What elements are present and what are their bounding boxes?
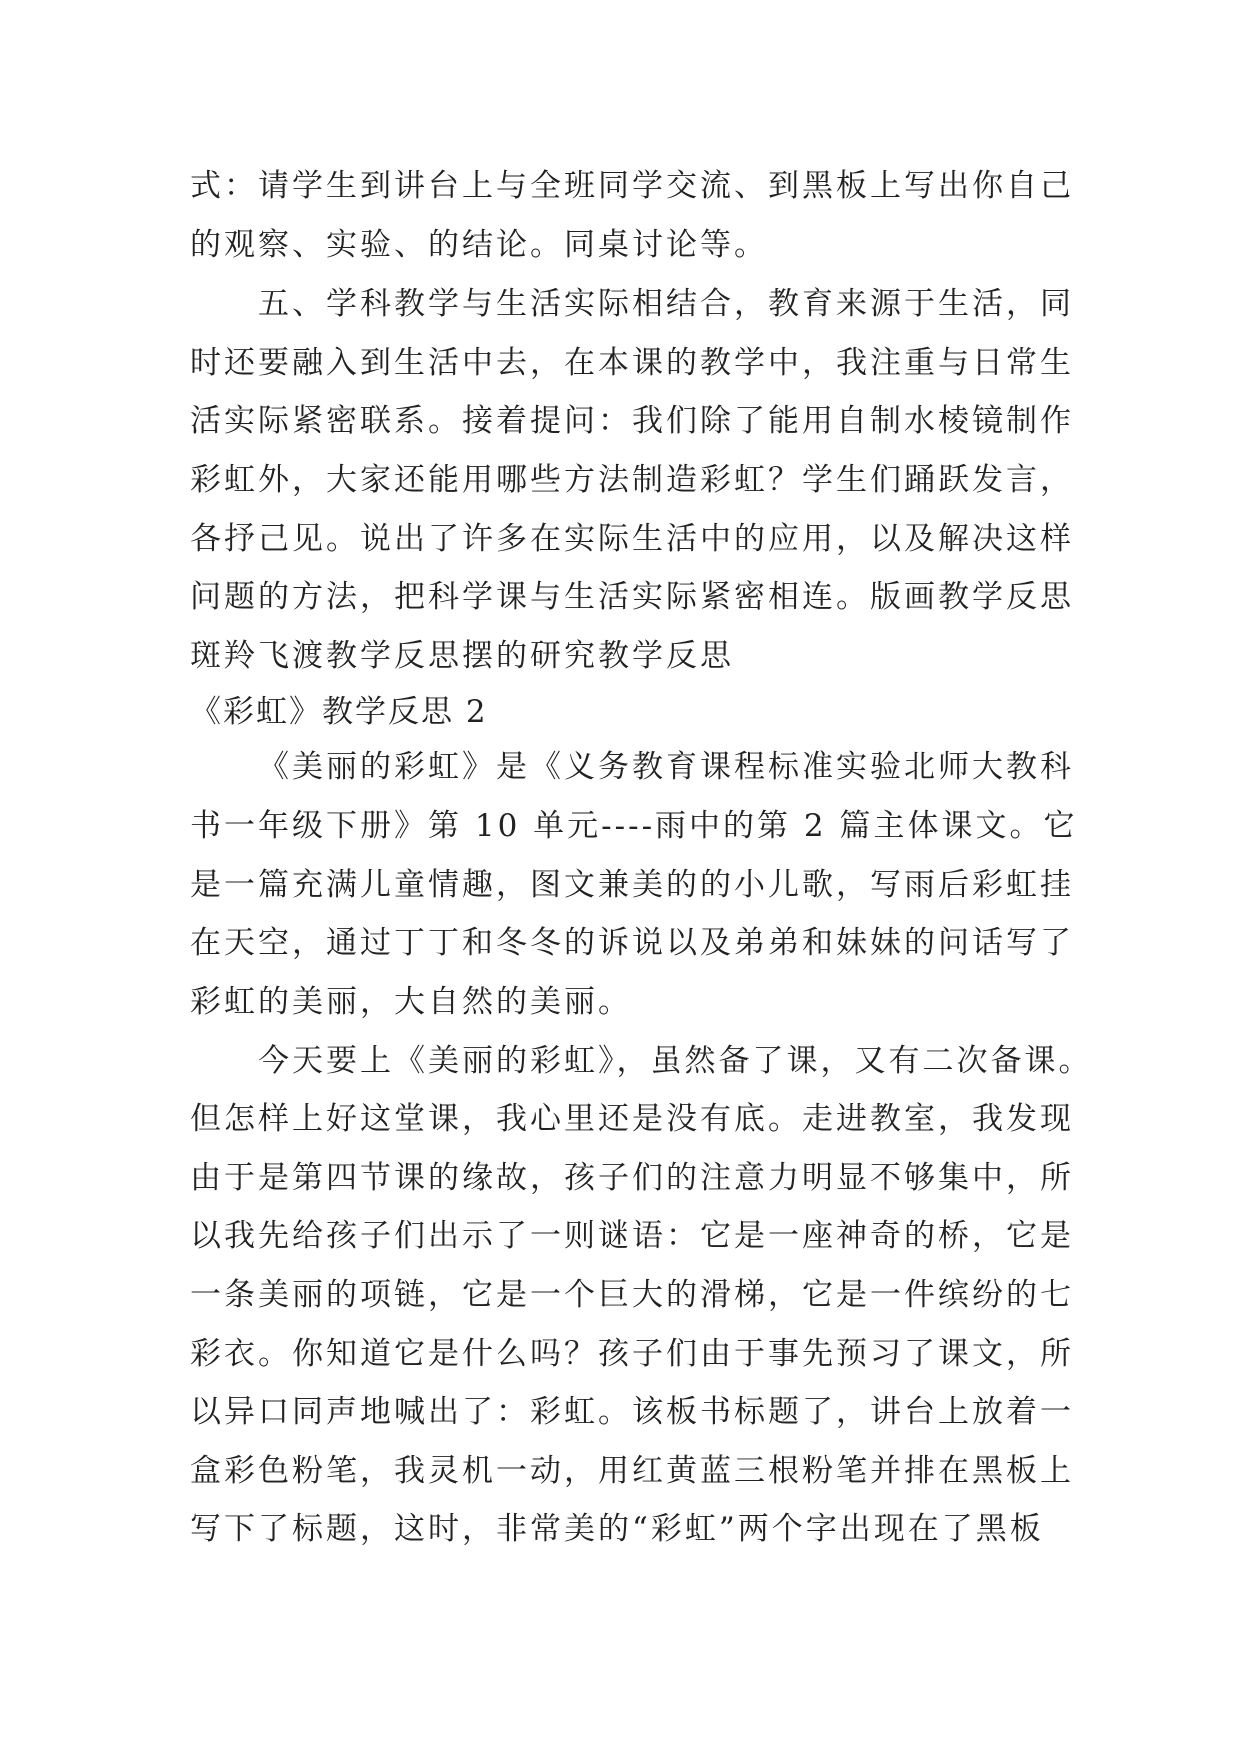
body-text-line: 但怎样上好这堂课，我心里还是没有底。走进教室，我发现 bbox=[190, 1101, 1074, 1137]
body-text-line: 斑羚飞渡教学反思摆的研究教学反思 bbox=[190, 638, 734, 674]
body-text-line: 彩虹外，大家还能用哪些方法制造彩虹？学生们踊跃发言， bbox=[190, 462, 1074, 498]
body-text-line: 彩衣。你知道它是什么吗？孩子们由于事先预习了课文，所 bbox=[190, 1336, 1074, 1372]
body-text-line: 式：请学生到讲台上与全班同学交流、到黑板上写出你自己 bbox=[190, 168, 1074, 204]
body-text-line: 盒彩色粉笔，我灵机一动，用红黄蓝三根粉笔并排在黑板上 bbox=[190, 1453, 1074, 1489]
body-text-line: 以我先给孩子们出示了一则谜语：它是一座神奇的桥，它是 bbox=[190, 1218, 1074, 1254]
body-text-line: 活实际紧密联系。接着提问：我们除了能用自制水棱镜制作 bbox=[190, 403, 1074, 439]
body-text-line: 在天空，通过丁丁和冬冬的诉说以及弟弟和妹妹的问话写了 bbox=[190, 925, 1074, 961]
body-text-line: 是一篇充满儿童情趣，图文兼美的的小儿歌，写雨后彩虹挂 bbox=[190, 867, 1074, 903]
paragraph-start-line: 《美丽的彩虹》是《义务教育课程标准实验北师大教科 bbox=[258, 749, 1074, 785]
body-text-line: 时还要融入到生活中去，在本课的教学中，我注重与日常生 bbox=[190, 345, 1074, 381]
paragraph-start-line: 今天要上《美丽的彩虹》，虽然备了课，又有二次备课。 bbox=[258, 1043, 1093, 1079]
body-text-line: 由于是第四节课的缘故，孩子们的注意力明显不够集中，所 bbox=[190, 1160, 1074, 1196]
body-text-line: 书一年级下册》第 10 单元----雨中的第 2 篇主体课文。它 bbox=[190, 808, 1078, 844]
paragraph-start-line: 五、学科教学与生活实际相结合，教育来源于生活，同 bbox=[258, 286, 1074, 322]
body-text-line: 以异口同声地喊出了：彩虹。该板书标题了，讲台上放着一 bbox=[190, 1394, 1074, 1430]
body-text-line: 各抒己见。说出了许多在实际生活中的应用，以及解决这样 bbox=[190, 521, 1074, 557]
body-text-line: 彩虹的美丽，大自然的美丽。 bbox=[190, 984, 632, 1020]
body-text-line: 的观察、实验、的结论。同桌讨论等。 bbox=[190, 227, 768, 263]
body-text-line: 一条美丽的项链，它是一个巨大的滑梯，它是一件缤纷的七 bbox=[190, 1277, 1074, 1313]
body-text-line: 写下了标题，这时，非常美的“彩虹”两个字出现在了黑板 bbox=[190, 1511, 1044, 1547]
section-heading: 《彩虹》教学反思 2 bbox=[190, 694, 488, 730]
body-text-line: 问题的方法，把科学课与生活实际紧密相连。版画教学反思 bbox=[190, 579, 1074, 615]
